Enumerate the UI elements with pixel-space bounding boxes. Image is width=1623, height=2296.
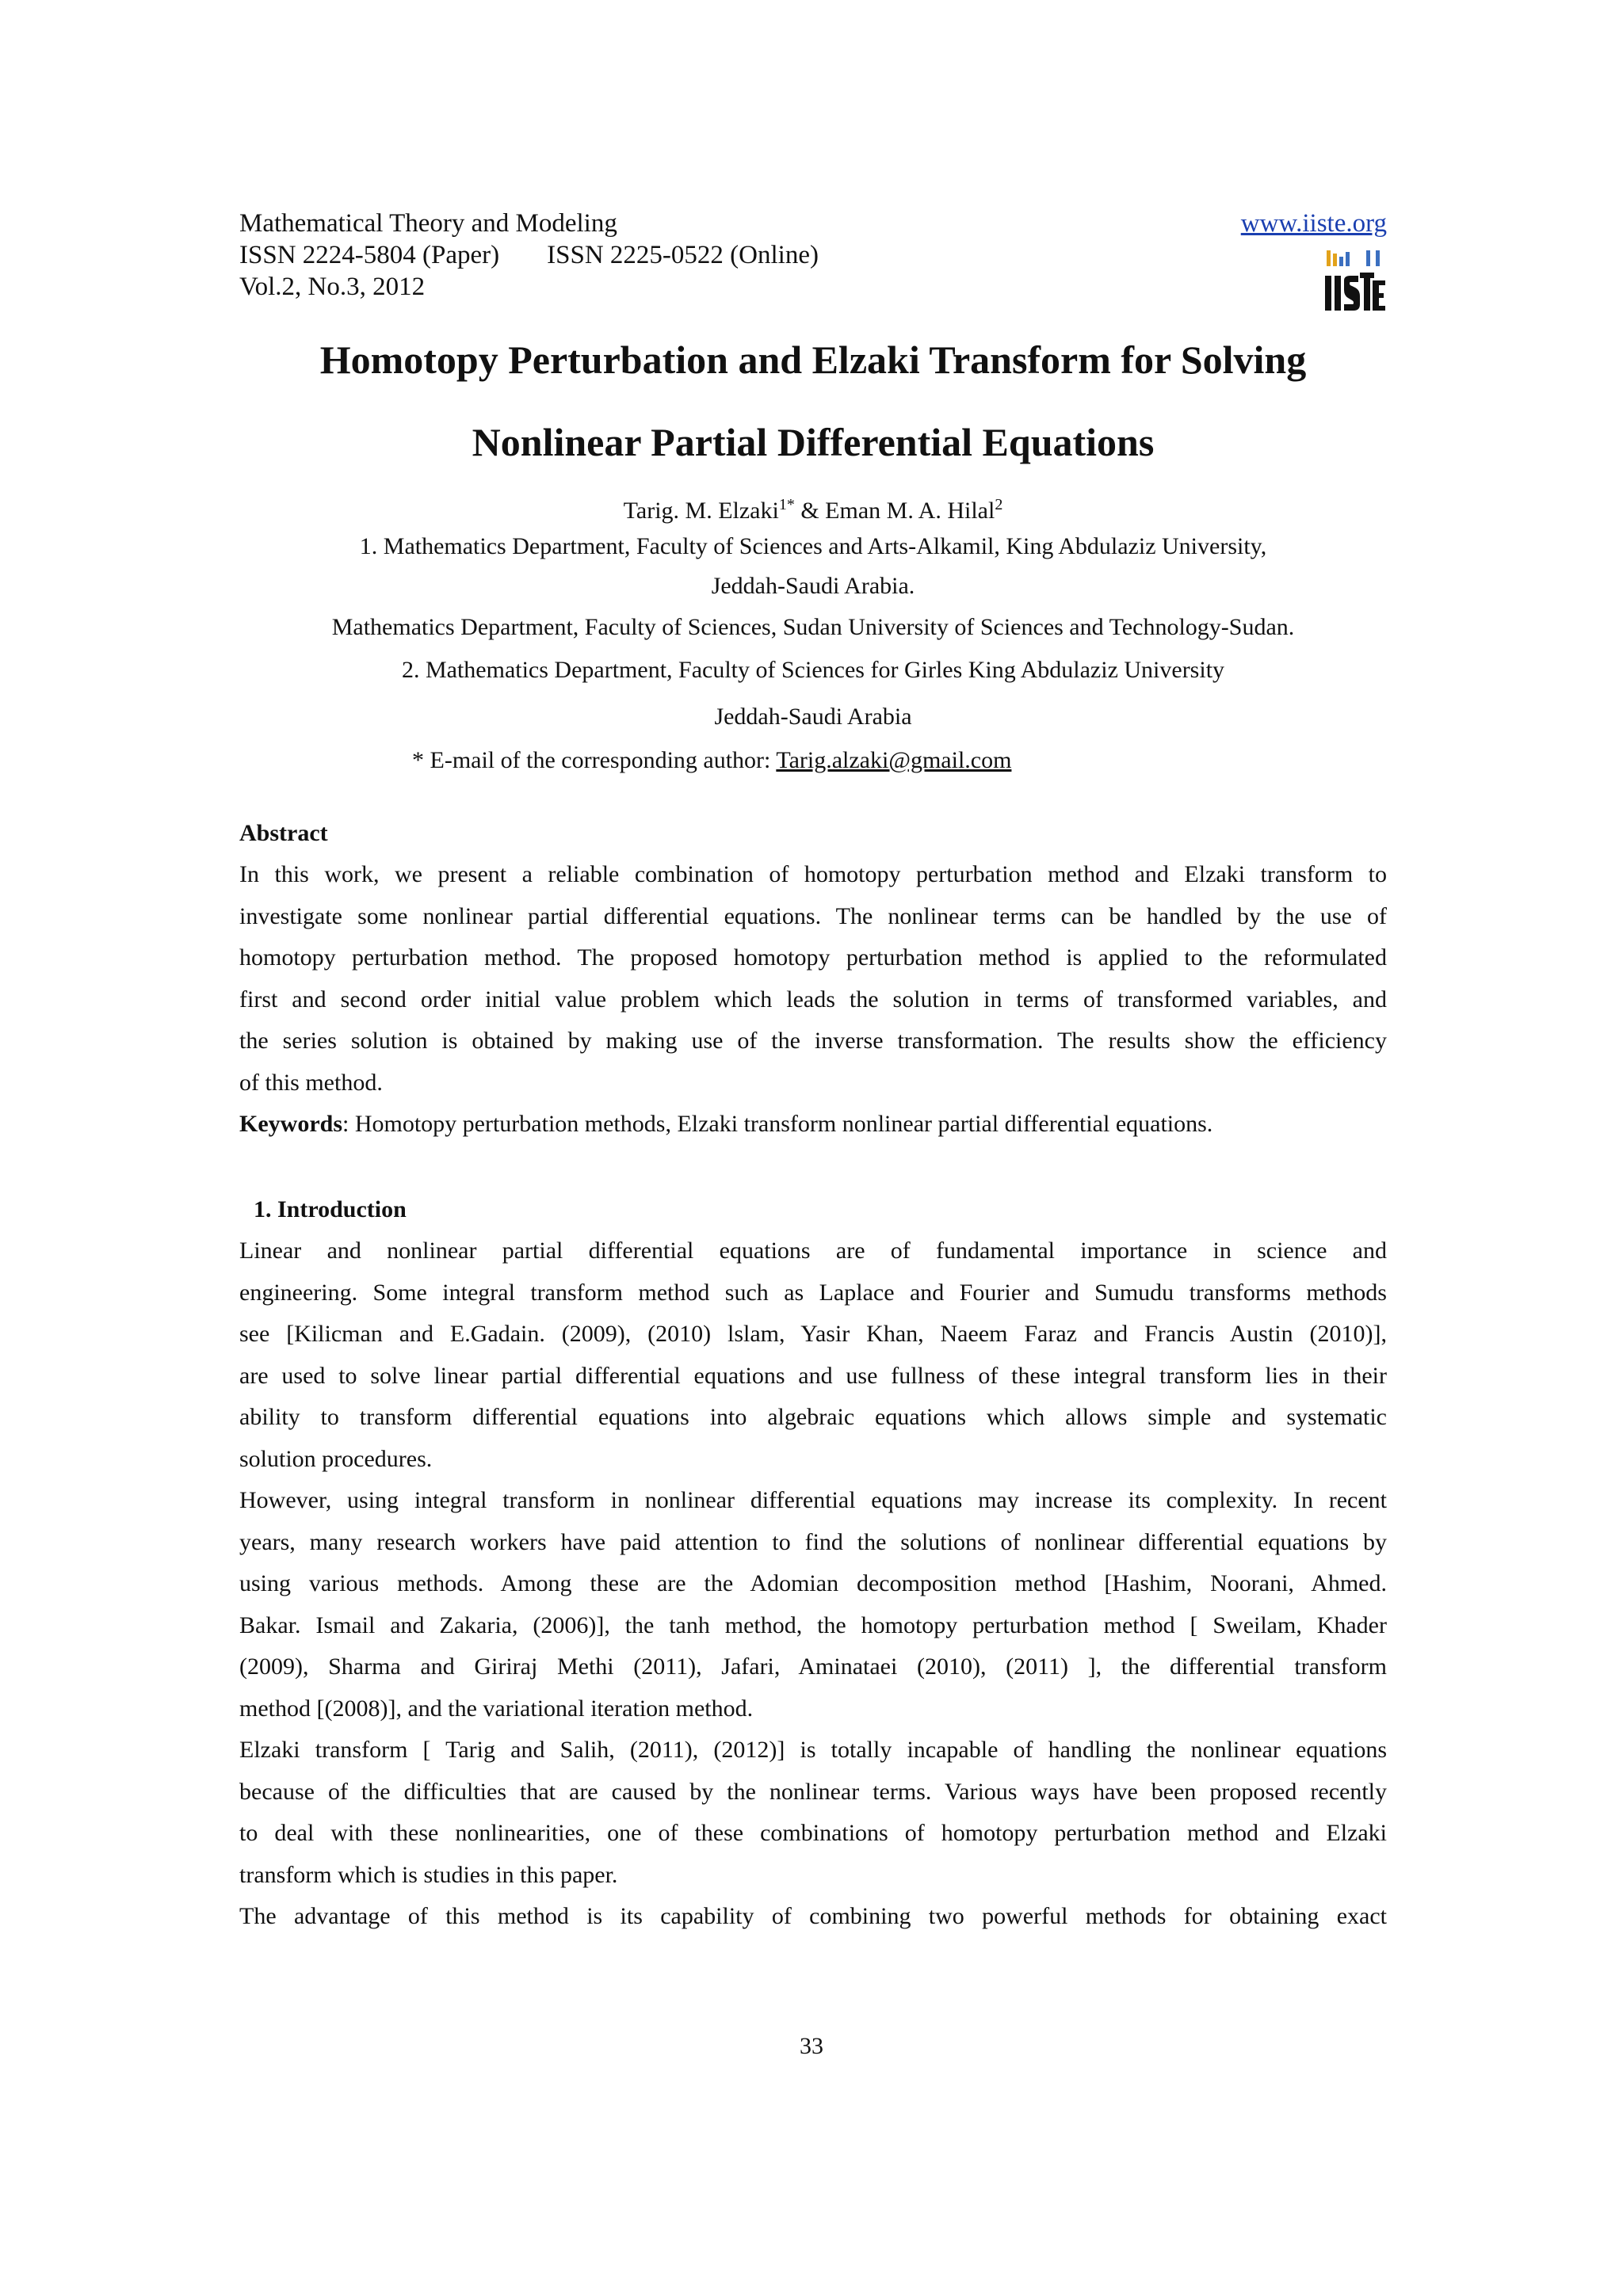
- author-connector: &: [794, 498, 826, 524]
- intro-paragraph: [239, 1730, 1387, 1896]
- text-line: are used to solve linear partial differential equations and use fullness of these integral transform lies in their: [239, 1362, 1387, 1389]
- affiliation-line: Jeddah-Saudi Arabia: [714, 704, 912, 730]
- text-line: because of the difficulties that are caused by the nonlinear terms. Various ways have been proposed recently: [239, 1778, 1387, 1805]
- text-line: Bakar. Ismail and Zakaria, (2006)], the tanh method, the homotopy perturbation method [ Sweilam, Khader: [239, 1611, 1387, 1638]
- corresponding-email: [239, 742, 1387, 780]
- issn-paper: ISSN 2224-5804 (Paper): [239, 241, 500, 269]
- text-line: ability to transform differential equations into algebraic equations which allows simple and systematic: [239, 1404, 1387, 1430]
- text-line: of this method.: [239, 1069, 383, 1096]
- title-line-1: Homotopy Perturbation and Elzaki Transform for Solving: [319, 338, 1307, 382]
- journal-url-link[interactable]: www.iiste.org: [1240, 209, 1387, 238]
- keywords: [239, 1104, 1387, 1145]
- author-1: Tarig. M. Elzaki: [623, 498, 779, 524]
- text-line: see [Kilicman and E.Gadain. (2009), (2010) lslam, Yasir Khan, Naeem Faraz and Francis Austin (2010)],: [239, 1321, 1387, 1347]
- text-line: first and second order initial value problem which leads the solution in terms of transformed variables, and: [239, 986, 1387, 1013]
- email-label: * E-mail of the corresponding author:: [412, 747, 777, 773]
- email-link[interactable]: Tarig.alzaki@gmail.com: [776, 747, 1012, 773]
- affiliation-line: Jeddah-Saudi Arabia.: [711, 573, 915, 599]
- issn-line: [239, 239, 1387, 271]
- abstract-heading: Abstract: [239, 820, 328, 846]
- text-line: solution procedures.: [239, 1445, 433, 1472]
- intro-paragraph: [239, 1480, 1387, 1730]
- text-line: The advantage of this method is its capability of combining two powerful methods for obtaining exact: [239, 1903, 1387, 1929]
- title-line-2: Nonlinear Partial Differential Equations: [472, 420, 1155, 464]
- affiliation-line: 2. Mathematics Department, Faculty of Sciences for Girles King Abdulaziz University: [401, 657, 1225, 683]
- text-line: investigate some nonlinear partial differential equations. The nonlinear terms can be handled by the use of: [239, 902, 1387, 929]
- affiliations: [239, 528, 1387, 742]
- journal-header: [239, 208, 1387, 318]
- journal-info: [239, 208, 1387, 303]
- text-line: the series solution is obtained by making use of the inverse transformation. The results show the efficiency: [239, 1028, 1387, 1054]
- author-1-marker: 1*: [778, 496, 795, 513]
- affiliation-line: Mathematics Department, Faculty of Sciences, Sudan University of Sciences and Technology-Sudan.: [331, 614, 1295, 640]
- paper-title: [239, 318, 1387, 483]
- text-line: years, many research workers have paid attention to find the solutions of nonlinear differential equations by: [239, 1528, 1387, 1555]
- author-list: [239, 488, 1387, 528]
- text-line: Linear and nonlinear partial differential equations are of fundamental importance in science and: [239, 1238, 1387, 1264]
- section-heading: 1. Introduction: [254, 1196, 407, 1222]
- page-number: 33: [800, 2033, 823, 2059]
- paper-page: [239, 208, 1387, 1938]
- keywords-text: : Homotopy perturbation methods, Elzaki transform nonlinear partial differential equations.: [342, 1111, 1213, 1137]
- text-line: engineering. Some integral transform method such as Laplace and Fourier and Sumudu transforms methods: [239, 1279, 1387, 1306]
- text-line: (2009), Sharma and Giriraj Methi (2011), Jafari, Aminataei (2010), (2011) ], the differential transform: [239, 1653, 1387, 1680]
- iiste-logo: [1323, 249, 1387, 314]
- volume-info: Vol.2, No.3, 2012: [239, 273, 426, 301]
- text-line: to deal with these nonlinearities, one of these combinations of homotopy perturbation method and Elzaki: [239, 1820, 1387, 1846]
- abstract-text: [239, 854, 1387, 1104]
- text-line: transform which is studies in this paper.: [239, 1861, 618, 1888]
- author-2: Eman M. A. Hilal: [825, 498, 995, 524]
- affiliation-line: 1. Mathematics Department, Faculty of Sciences and Arts-Alkamil, King Abdulaziz University,: [359, 533, 1267, 559]
- text-line: In this work, we present a reliable combination of homotopy perturbation method and Elzaki transform to: [239, 861, 1387, 887]
- text-line: Elzaki transform [ Tarig and Salih, (2011), (2012)] is totally incapable of handling the nonlinear equations: [239, 1737, 1387, 1763]
- text-line: homotopy perturbation method. The proposed homotopy perturbation method is applied to the reformulated: [239, 944, 1387, 971]
- text-line: method [(2008)], and the variational iteration method.: [239, 1695, 754, 1722]
- keywords-label: Keywords: [239, 1111, 342, 1137]
- text-line: However, using integral transform in nonlinear differential equations may increase its complexity. In recent: [239, 1487, 1387, 1513]
- issn-online: ISSN 2225-0522 (Online): [547, 241, 819, 269]
- journal-name: Mathematical Theory and Modeling: [239, 209, 617, 238]
- author-2-marker: 2: [995, 496, 1003, 513]
- text-line: using various methods. Among these are the Adomian decomposition method [Hashim, Noorani, Ahmed.: [239, 1570, 1387, 1596]
- intro-paragraph: [239, 1896, 1387, 1938]
- intro-paragraph: [239, 1230, 1387, 1480]
